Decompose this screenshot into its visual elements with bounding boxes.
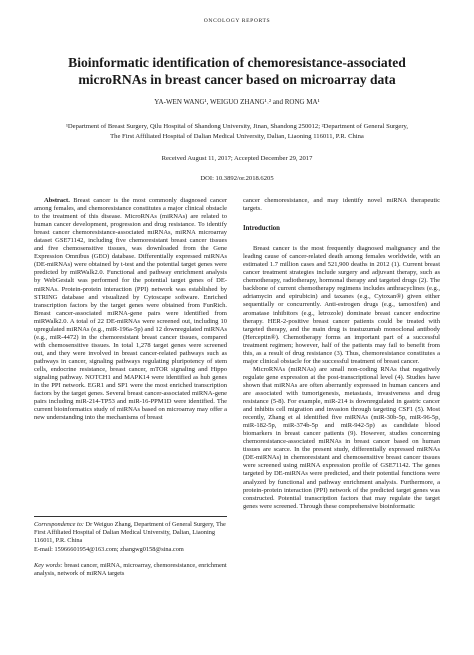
affiliations	[20, 122, 454, 142]
keywords-text: breast cancer, miRNA, microarray, chemoresistance, enrichment analysis, network of miRNA targets	[34, 561, 227, 578]
footnote-block	[34, 516, 227, 578]
keywords	[34, 562, 227, 578]
introduction-paragraph-1: Breast cancer is the most frequently diagnosed malignancy and the leading cause of cancer-related death among females worldwide, with an estimated 1.7 million cases and 521,900 deaths in 2012 (1). Current breast cancer treatment strategies include surgery and adjuvant therapy, such as chemotherapy, radiotherapy, hormonal therapy and targeted drugs (2). The backbone of current chemotherapy regimens includes anthracyclines (e.g., adriamycin and epirubicin) and taxanes (e.g., Cytoxan®) given either sequentially or concurrently. Anti-estrogen drugs (e.g., tamoxifen) and aromatase inhibitors (e.g., letrozole) dominate breast cancer endocrine therapy. HER-2-positive breast cancer patients could be treated with targeted therapy, and the main drug is trastuzumab monoclonal antibody (Herceptin®). Chemotherapy forms an important part of a successful treatment regimen; however, half of the patients may fail to benefit from this, as a result of drug resistance (3). Thus, chemoresistance constitutes a major clinical obstacle for the successful treatment of breast cancer.	[243, 245, 440, 365]
author-list: YA-WEN WANG¹, WEIGUO ZHANG¹˒² and RONG MA¹	[154, 98, 320, 106]
affiliation-line-2: The First Affiliated Hospital of Dalian Medical University, Dalian, Liaoning 116011, P.R. China	[110, 133, 364, 140]
received-accepted-dates: Received August 11, 2017; Accepted December 29, 2017	[161, 155, 313, 162]
journal-header: ONCOLOGY REPORTS	[203, 18, 271, 24]
correspondence-label: Correspondence to:	[34, 521, 84, 528]
article-title	[20, 54, 454, 88]
correspondence-email: E-mail: 15966601954@163.com; zhangwg0158@sina.com	[34, 545, 184, 553]
left-column	[34, 197, 227, 422]
abstract-label: Abstract.	[44, 197, 70, 204]
doi: DOI: 10.3892/or.2018.6205	[200, 175, 274, 182]
keywords-label: Key words:	[34, 561, 63, 569]
abstract-continued: cancer chemoresistance, and may identify novel miRNA therapeutic targets.	[243, 197, 440, 213]
abstract	[34, 197, 227, 422]
correspondence	[34, 521, 227, 546]
title-line-1: Bioinformatic identification of chemoresistance-associated	[68, 55, 406, 70]
affiliation-line-1: ¹Department of Breast Surgery, Qilu Hospital of Shandong University, Jinan, Shandong 250012; ²Department of General Surgery,	[65, 123, 409, 130]
correspondence-text: Dr Weiguo Zhang, Department of General Surgery, The First Affiliated Hospital of Dalian Medical University, Dalian, Liaoning 116011, P.R. China	[34, 521, 226, 545]
abstract-text: Breast cancer is the most commonly diagnosed cancer among females, and chemoresistance constitutes a major clinical obstacle to the treatment of this disease. MicroRNAs (miRNAs) are related to human cancer development, progression and drug resistance. To identify breast cancer chemoresistance-associated miRNAs, miRNA microarray dataset GSE71142, including five chemoresistant breast cancer tissues and five chemosensitive tissues, was downloaded from the Gene Expression Omnibus (GEO) database. Differentially expressed miRNAs (DE-miRNAs) were obtained by t-test and the potential target genes were predicted by miRWalk2.0. Functional and pathway enrichment analysis by WebGestalt was performed for the potential target genes of DE-miRNAs. Protein-protein interaction (PPI) network was established by STRING database and visualized by Cytoscape software. Enriched transcription factors by the target genes were obtained from FunRich. Breast cancer-associated miRNA-gene pairs were identified from miRWalk2.0. A total of 22 DE-miRNAs were screened out, including 10 upregulated miRNAs (e.g., miR-196a-5p) and 12 downregulated miRNAs (e.g., miR-4472) in the chemoresistant breast cancer tissues, compared with chemosensitive tissues. In total 1,278 target genes were screened out, and they were involved in breast cancer-related pathways such as pathways in cancer, signaling pathways regulating pluripotency of stem cells, endocrine resistance, breast cancer, mTOR signaling and Hippo signaling pathway. NOTCH1 and MAPK14 were identified as hub genes in the PPI network. EGR1 and SP1 were the most enriched transcription factors by the target genes. Several breast cancer-associated miRNA-gene pairs including miR-214-TP53 and miR-16-PPM1D were identified. The current bioinformatics study of miRNAs based on microarray may offer a new understanding into the mechanisms of breast	[34, 197, 228, 422]
right-column	[243, 197, 440, 511]
footnote-divider	[34, 516, 227, 517]
section-heading-introduction: Introduction	[243, 225, 280, 233]
title-line-2: microRNAs in breast cancer based on microarray data	[78, 72, 396, 87]
introduction-paragraph-2: MicroRNAs (miRNAs) are small non-coding RNAs that negatively regulate gene expression at the post-transcriptional level (4). Studies have shown that miRNAs are often aberrantly expressed in human cancers and are associated with tumorigenesis, metastasis, invasiveness and drug resistance (5-8). For example, miR-214 is downregulated in gastric cancer and inhibits cell migration and invasion through targeting CSF1 (5). Most recently, Zhang et al identified five miRNAs (miR-30b-5p, miR-96-5p, miR-182-5p, miR-374b-5p and miR-942-5p) as candidate blood biomarkers in breast cancer patients (9). However, studies concerning chemoresistance-associated miRNAs in breast cancer based on human tissues are scarce. In the present study, differentially expressed miRNAs (DE-miRNAs) in chemoresistant and chemosensitive breast cancer tissues were screened using miRNA expression profile of GSE71142. The genes targeted by DE-miRNAs were predicted, and their potential functions were analyzed by functional and pathway enrichment analysis. Furthermore, a protein-protein interaction (PPI) network of the predicted target genes was constructed. Potential transcription factors that may regulate the target genes were screened. Through these comprehensive bioinformatic	[243, 365, 440, 510]
